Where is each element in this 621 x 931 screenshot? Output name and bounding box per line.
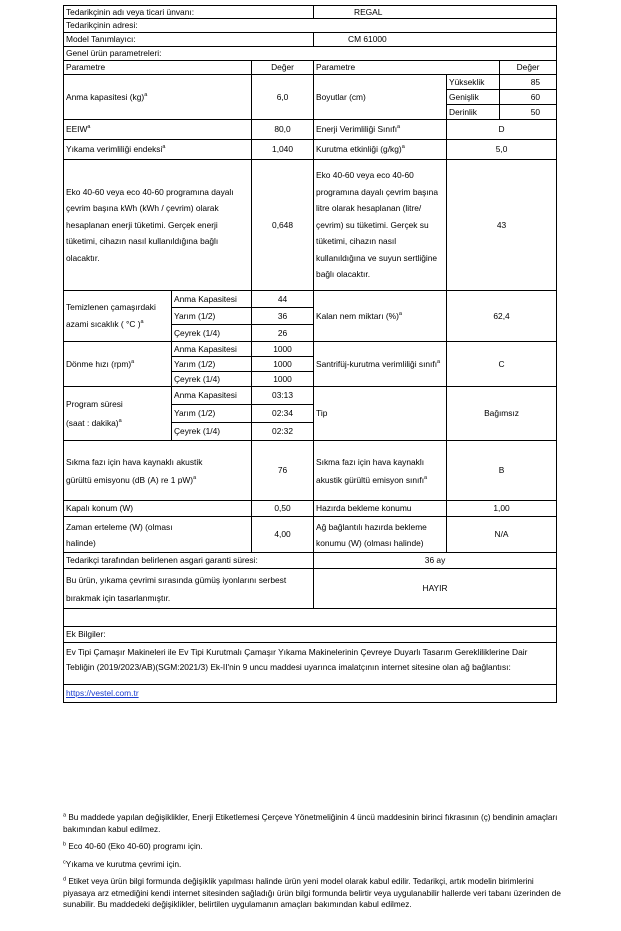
noise-class-value: B <box>447 441 557 501</box>
depth-label: Derinlik <box>447 105 500 120</box>
duration-row-name: Yarım (1/2) <box>172 405 252 423</box>
off-mode-label: Kapalı konum (W) <box>64 501 252 517</box>
standby-value: 1,00 <box>447 501 557 517</box>
delay-start-label: Zaman erteleme (W) (olması halinde) <box>64 517 252 553</box>
temperature-row-name: Anma Kapasitesi <box>172 291 252 308</box>
eeiw-label: EEIW$^a$ <box>64 120 252 140</box>
model-row <box>64 33 557 47</box>
value-header-left: Değer <box>252 61 314 75</box>
supplier-name-label: Tedarikçinin adı veya ticari ünvanı: <box>64 6 314 19</box>
standby-label: Hazırda bekleme konumu <box>314 501 447 517</box>
height-value: 85 <box>500 75 557 90</box>
param-header-left: Parametre <box>64 61 252 75</box>
footnotes <box>63 812 563 911</box>
footnote-d: $^d$ Etiket veya ürün bilgi formunda değişiklik yapılması halinde ürün yeni model olarak kabul edilir. Tedarikçi, artık modelin birimlerini piyasaya arz etmediğini kendi internet sitesinden sağladığı ürün bilgi formunda belirtir veya uygulanabilir hallerde veri tabanı üzerinden de sunabilir. Bu maddedeki değişiklikler, belirtilen uygulamanın amaçları bakımından kabul edilmez. <box>63 876 561 909</box>
general-params-label: Genel ürün parametreleri: <box>64 47 557 61</box>
manufacturer-link-cell <box>64 685 557 703</box>
height-label: Yükseklik <box>447 75 500 90</box>
networked-standby-label: Ağ bağlantılı hazırda bekleme konumu (W) (olması halinde) <box>314 517 447 553</box>
duration-row-name: Çeyrek (1/4) <box>172 423 252 441</box>
spin-row-name: Anma Kapasitesi <box>172 342 252 357</box>
energy-class-value: D <box>447 120 557 140</box>
capacity-label: Anma kapasitesi (kg)$^a$ <box>64 75 252 120</box>
width-label: Genişlik <box>447 90 500 105</box>
product-info-sheet <box>63 5 556 703</box>
energy-class-label: Enerji Verimliliği Sınıfı$^a$ <box>314 120 447 140</box>
blank-row <box>64 609 557 627</box>
eco-energy-label: Eko 40-60 veya eco 40-60 programına dayalı çevrim başına kWh (kWh / çevrim) olarak hesaplanan enerji tüketimi. Gerçek enerji tüketimi, cihazın nasıl kullanıldığına bağlı olacaktır. <box>64 160 252 291</box>
width-value: 60 <box>500 90 557 105</box>
washing-index-value: 1,040 <box>252 140 314 160</box>
value-header-right: Değer <box>500 61 557 75</box>
type-value: Bağımsız <box>447 387 557 441</box>
spin-row-value: 1000 <box>252 342 314 357</box>
param-header-right: Parametre <box>314 61 500 75</box>
delay-start-value: 4,00 <box>252 517 314 553</box>
spin-row-value: 1000 <box>252 372 314 387</box>
guarantee-label: Tedarikçi tarafından belirlenen asgari garanti süresi: <box>64 553 314 569</box>
model-label: Model Tanımlayıcı: <box>64 33 314 47</box>
manufacturer-link[interactable]: https://vestel.com.tr <box>66 688 139 698</box>
networked-standby-value: N/A <box>447 517 557 553</box>
temperature-row-name: Çeyrek (1/4) <box>172 325 252 342</box>
silver-value: HAYIR <box>314 569 557 609</box>
footnote-b: $^b$ Eco 40-60 (Eko 40-60) programı için. <box>63 841 203 851</box>
moisture-value: 62,4 <box>447 291 557 342</box>
noise-label: Sıkma fazı için hava kaynaklı akustik gürültü emisyonu (dB (A) re 1 pW)$^a$ <box>64 441 252 501</box>
product-info-table <box>63 5 557 703</box>
duration-row-name: Anma Kapasitesi <box>172 387 252 405</box>
model-value: CM 61000 <box>314 33 557 47</box>
depth-value: 50 <box>500 105 557 120</box>
duration-row-value: 02:34 <box>252 405 314 423</box>
extra-info-label: Ek Bilgiler: <box>64 627 557 643</box>
supplier-name-row <box>64 6 557 19</box>
spin-row-name: Yarım (1/2) <box>172 357 252 372</box>
spin-row-value: 1000 <box>252 357 314 372</box>
spin-class-value: C <box>447 342 557 387</box>
duration-row-value: 02:32 <box>252 423 314 441</box>
noise-class-label: Sıkma fazı için hava kaynaklı akustik gürültü emisyon sınıfı$^a$ <box>314 441 447 501</box>
washing-index-label: Yıkama verimliliği endeksi$^a$ <box>64 140 252 160</box>
header-row <box>64 61 557 75</box>
temperature-row-value: 26 <box>252 325 314 342</box>
off-mode-value: 0,50 <box>252 501 314 517</box>
supplier-address-label: Tedarikçinin adresi: <box>64 19 557 33</box>
spin-row-name: Çeyrek (1/4) <box>172 372 252 387</box>
dimensions-label: Boyutlar (cm) <box>314 75 447 120</box>
drying-eff-label: Kurutma etkinliği $(g/kg)^a$ <box>314 140 447 160</box>
eco-energy-value: 0,648 <box>252 160 314 291</box>
moisture-label: Kalan nem miktarı (%)$^a$ <box>314 291 447 342</box>
type-label: Tip <box>314 387 447 441</box>
spin-class-label: Santrifüj-kurutma verimliliği sınıfı$^a$ <box>314 342 447 387</box>
extra-info-text: Ev Tipi Çamaşır Makineleri ile Ev Tipi Kurutmalı Çamaşır Yıkama Makinelerinin Çevreye Duyarlı Tasarım Gerekliliklerine Dair Tebliğin (2019/2023/AB)(SGM:2021/3) Ek-II'nin 9 uncu maddesi uyarınca imalatçının internet sitesine olan ağ bağlantısı: <box>64 643 557 685</box>
silver-label: Bu ürün, yıkama çevrimi sırasında gümüş iyonlarını serbest bırakmak için tasarlanmıştır. <box>64 569 314 609</box>
temperature-label: Temizlenen çamaşırdaki azami sıcaklık ( °C )$^a$ <box>64 291 172 342</box>
duration-row-value: 03:13 <box>252 387 314 405</box>
capacity-value: 6,0 <box>252 75 314 120</box>
drying-eff-value: 5,0 <box>447 140 557 160</box>
program-duration-label: Program süresi (saat : dakika)$^a$ <box>64 387 172 441</box>
eco-water-label: Eko 40-60 veya eco 40-60 programına dayalı çevrim başına litre olarak hesaplanan (litre/çevrim) su tüketimi. Gerçek su tüketimi, cihazın nasıl kullanıldığına ve suyun sertliğine bağlı olacaktır. <box>314 160 447 291</box>
general-params-row <box>64 47 557 61</box>
eco-water-value: 43 <box>447 160 557 291</box>
noise-value: 76 <box>252 441 314 501</box>
footnote-a: $^a$ Bu maddede yapılan değişiklikler, Enerji Etiketlemesi Çerçeve Yönetmeliğinin 4 üncü maddesinin birinci fıkrasının (ç) bendinin amaçları bakımından kabul edilmez. <box>63 812 558 834</box>
spin-speed-label: Dönme hızı (rpm)$^a$ <box>64 342 172 387</box>
supplier-address-row <box>64 19 557 33</box>
temperature-row-name: Yarım (1/2) <box>172 308 252 325</box>
footnote-c: $^c$Yıkama ve kurutma çevrimi için. <box>63 858 182 869</box>
eeiw-value: 80,0 <box>252 120 314 140</box>
guarantee-value: 36 ay <box>314 553 557 569</box>
temperature-row-value: 36 <box>252 308 314 325</box>
temperature-row-value: 44 <box>252 291 314 308</box>
supplier-name-value: REGAL <box>314 6 557 19</box>
